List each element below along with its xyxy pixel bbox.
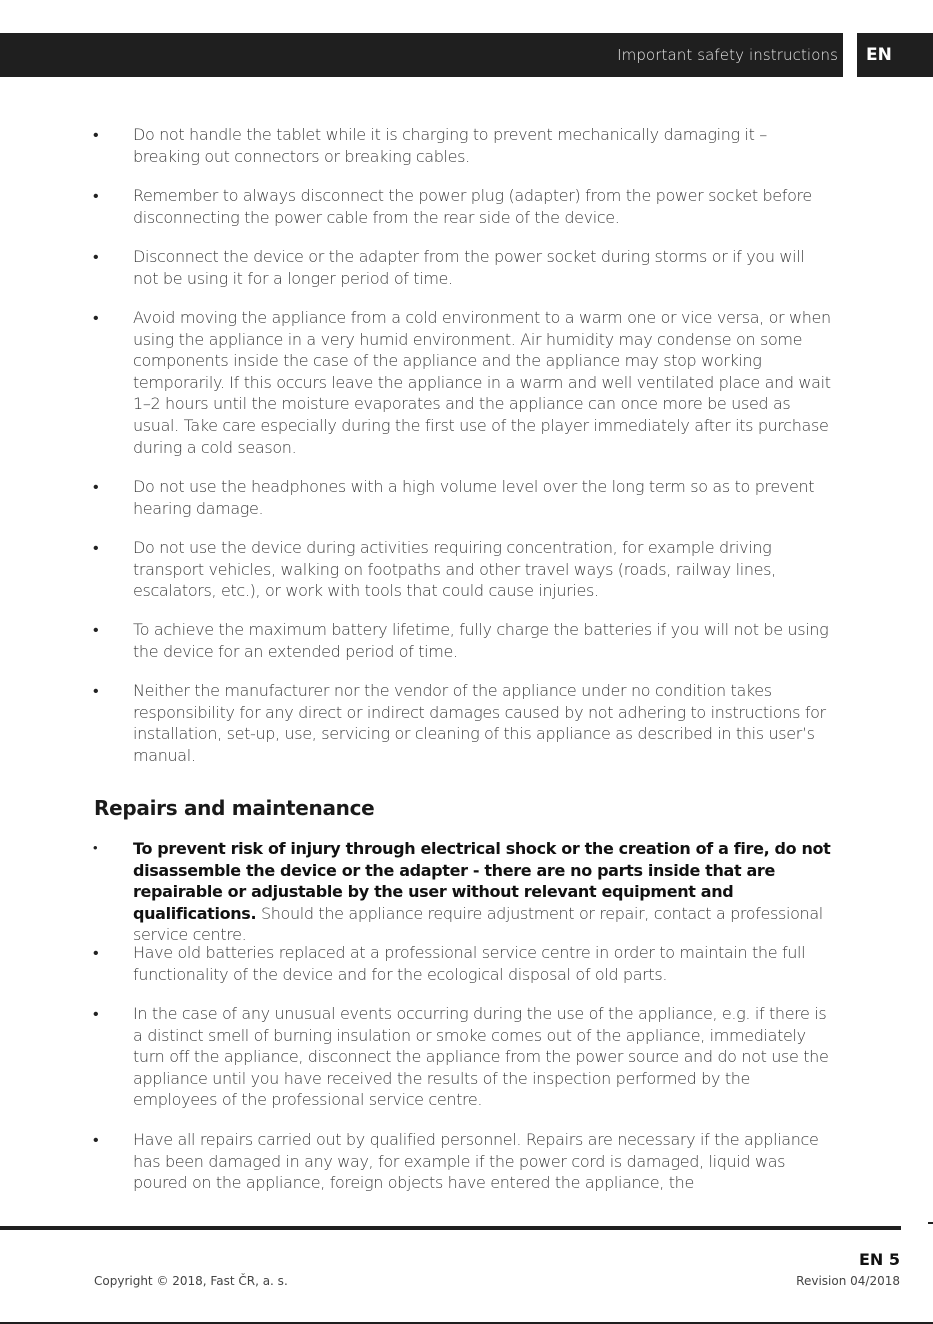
list-item-text: Disconnect the device or the adapter from the power socket during storms or if you will not be using it for a longer period of time. xyxy=(133,247,805,288)
bullet-icon: • xyxy=(93,681,99,700)
bullet-icon: • xyxy=(93,620,99,639)
crop-mark xyxy=(928,1222,933,1224)
list-item-text: Do not use the headphones with a high volume level over the long term so as to prevent hearing damage. xyxy=(133,477,815,518)
bullet-icon: • xyxy=(93,308,99,327)
list-item-text: Do not handle the tablet while it is charging to prevent mechanically damaging it – breaking out connectors or breaking cables. xyxy=(133,125,767,166)
bullet-icon: • xyxy=(93,186,99,205)
language-badge: EN xyxy=(857,33,933,77)
list-item-text: To achieve the maximum battery lifetime, fully charge the batteries if you will not be using the device for an extended period of time. xyxy=(133,620,829,661)
list-item xyxy=(93,307,833,458)
list-item xyxy=(93,1129,833,1194)
section-title: Repairs and maintenance xyxy=(94,796,375,820)
list-item-bold-text: To prevent risk of injury through electrical shock or the creation of a fire, do not disassemble the device or the adapter - there are no parts inside that are repairable or adjustable by the user without relevant equipment and qualifications. xyxy=(133,839,831,923)
list-item-text: Remember to always disconnect the power plug (adapter) from the power socket before disconnecting the power cable from the rear side of the device. xyxy=(133,186,812,227)
bullet-icon: • xyxy=(93,125,99,144)
list-item-text: Have old batteries replaced at a professional service centre in order to maintain the full functionality of the device and for the ecological disposal of old parts. xyxy=(133,943,806,984)
list-item xyxy=(93,619,833,662)
list-item xyxy=(93,680,833,766)
header-title: Important safety instructions xyxy=(617,46,838,64)
page-number: EN 5 xyxy=(858,1250,900,1269)
list-item xyxy=(93,246,833,289)
bullet-icon: • xyxy=(93,538,99,557)
list-item-text: In the case of any unusual events occurring during the use of the appliance, e.g. if there is a distinct smell of burning insulation or smoke comes out of the appliance, immediately turn off the appliance, disconnect the appliance from the power source and do not use the appliance until you have received the results of the inspection performed by the employees of the professional service centre. xyxy=(133,1004,829,1110)
list-item xyxy=(93,124,833,167)
bullet-icon: • xyxy=(93,1130,99,1149)
bullet-icon: • xyxy=(93,1004,99,1023)
list-item-text: Do not use the device during activities requiring concentration, for example driving transport vehicles, walking on footpaths and other travel ways (roads, railway lines, escalators, etc.), or work with tools that could cause injuries. xyxy=(133,538,776,601)
footer-divider xyxy=(0,1226,901,1230)
list-item-text: Avoid moving the appliance from a cold environment to a warm one or vice versa, or when using the appliance in a very humid environment. Air humidity may condense on some components inside the case of the appliance and the appliance may stop working temporarily. If this occurs leave the appliance in a warm and well ventilated place and wait 1–2 hours until the moisture evaporates and the appliance can once more be used as usual. Take care especially during the first use of the player immediately after its purchase during a cold season. xyxy=(133,308,831,457)
list-item xyxy=(93,942,833,985)
bullet-icon: • xyxy=(93,247,99,266)
bullet-icon: • xyxy=(93,477,99,496)
list-item xyxy=(93,185,833,228)
list-item xyxy=(93,1003,833,1111)
bullet-icon: • xyxy=(93,841,98,856)
revision-text: Revision 04/2018 xyxy=(796,1274,900,1288)
list-item xyxy=(93,537,833,602)
list-item-text: Have all repairs carried out by qualified personnel. Repairs are necessary if the appliance has been damaged in any way, for example if the power cord is damaged, liquid was poured on the appliance, foreign objects have entered the appliance, the xyxy=(133,1130,819,1193)
list-item xyxy=(93,838,833,946)
list-item-text: Should the appliance require adjustment or repair, contact a professional service centre. xyxy=(133,903,823,945)
list-item-text: Neither the manufacturer nor the vendor of the appliance under no condition takes responsibility for any direct or indirect damages caused by not adhering to instructions for installation, set-up, use, servicing or cleaning of this appliance as described in this user’s manual. xyxy=(133,681,826,765)
copyright-text: Copyright © 2018, Fast ČR, a. s. xyxy=(94,1274,288,1288)
list-item xyxy=(93,476,833,519)
bullet-icon: • xyxy=(93,943,99,962)
